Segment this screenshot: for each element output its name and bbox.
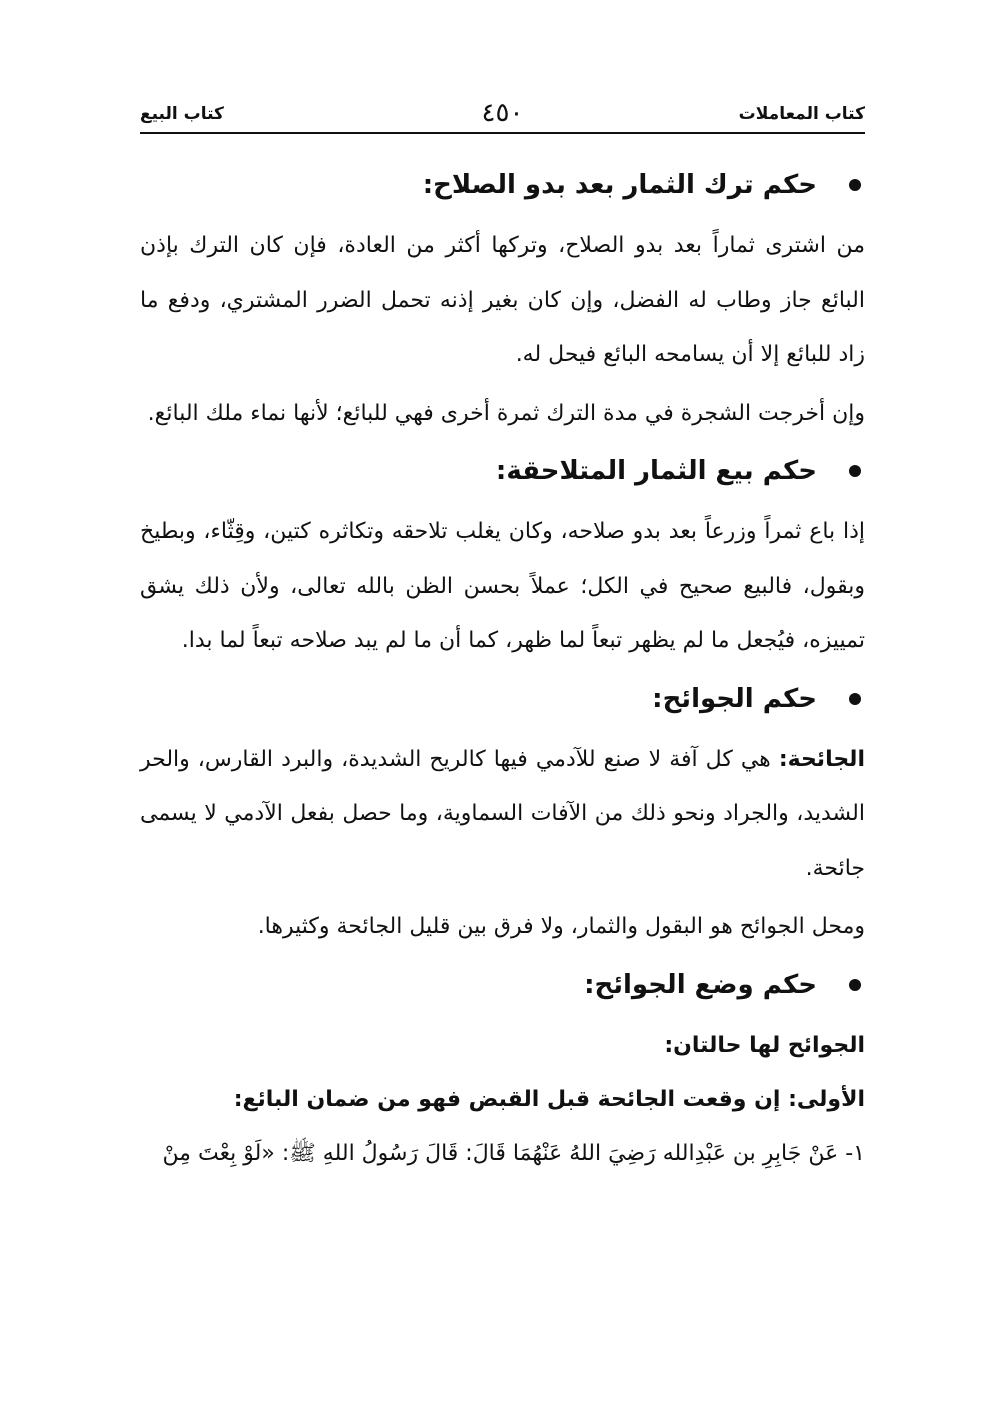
page-body	[140, 165, 865, 1181]
hadith-text: ١- عَنْ جَابِرِ بن عَبْدِالله رَضِيَ اللهُ عَنْهُمَا قَالَ: قَالَ رَسُولُ اللهِ ﷺ: «لَوْ بِعْتَ مِنْ	[162, 1140, 865, 1166]
section-heading	[140, 451, 865, 491]
section-heading	[140, 679, 865, 719]
section-heading	[140, 965, 865, 1005]
book-title: كتاب المعاملات	[738, 104, 865, 124]
section-heading-text: حكم ترك الثمار بعد بدو الصلاح:	[422, 170, 817, 200]
paragraph: وإن أخرجت الشجرة في مدة الترك ثمرة أخرى فهي للبائع؛ لأنها نماء ملك البائع.	[147, 400, 865, 426]
chapter-title: كتاب البيع	[140, 104, 224, 124]
bullet-icon	[849, 179, 861, 191]
section-heading-text: حكم الجوائح:	[652, 683, 817, 714]
subheading: الأولى: إن وقعت الجائحة قبل القبض فهو من ضمان البائع:	[233, 1086, 865, 1112]
page-number: ٤٥٠	[481, 98, 524, 128]
subheading: الجوائح لها حالتان:	[664, 1032, 865, 1058]
paragraph: ومحل الجوائح هو البقول والثمار، ولا فرق بين قليل الجائحة وكثيرها.	[257, 914, 865, 939]
section-heading-text: حكم بيع الثمار المتلاحقة:	[495, 456, 817, 486]
bullet-icon	[849, 979, 861, 991]
section-heading-text: حكم وضع الجوائح:	[584, 969, 817, 1000]
bullet-icon	[849, 465, 861, 477]
section-heading	[140, 165, 865, 205]
bullet-icon	[849, 693, 861, 705]
definition-text: هي كل آفة لا صنع للآدمي فيها كالريح الشديدة، والبرد القارس، والحر الشديد، والجراد ونحو ذلك من الآفات السماوية، وما حصل بفعل الآدمي لا يسمى جائحة.	[140, 746, 865, 881]
header-divider	[140, 132, 865, 134]
defined-term: الجائحة:	[778, 746, 865, 772]
paragraph: إذا باع ثمراً وزرعاً بعد بدو صلاحه، وكان يغلب تلاحقه وتكاثره كتين، وقِثّاء، وبطيخ وبقول، فالبيع صحيح في الكل؛ عملاً بحسن الظن بالله تعالى، ولأن ذلك يشق تمييزه، فيُجعل ما لم يظهر تبعاً لما ظهر، كما أن ما لم يبد صلاحه تبعاً لما بدا.	[140, 519, 865, 653]
page-header	[140, 98, 865, 134]
definition-paragraph	[140, 733, 865, 897]
paragraph: من اشترى ثماراً بعد بدو الصلاح، وتركها أكثر من العادة، فإن كان الترك بإذن البائع جاز وطاب له الفضل، وإن كان بغير إذنه تحمل الضرر المشتري، ودفع ما زاد للبائع إلا أن يسامحه البائع فيحل له.	[140, 233, 865, 367]
